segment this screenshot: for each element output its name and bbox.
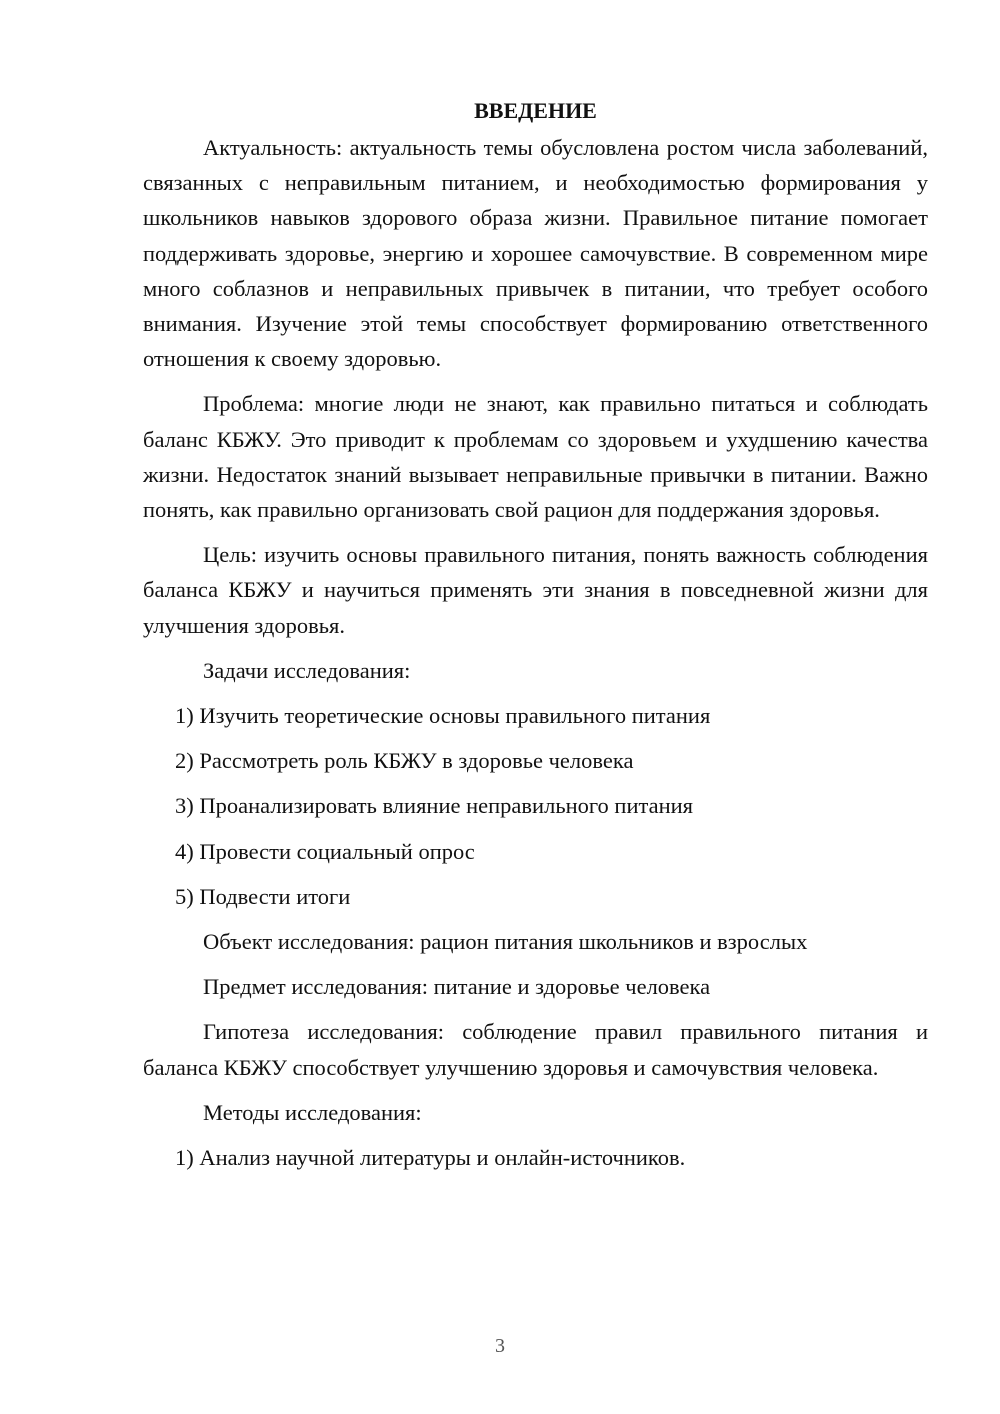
hypothesis-paragraph: Гипотеза исследования: соблюдение правил правильного питания и баланса КБЖУ способствует улучшению здоровья и самочувствия человека.: [143, 1019, 928, 1080]
research-object: Объект исследования: рацион питания школьников и взрослых: [203, 929, 808, 955]
research-subject: Предмет исследования: питание и здоровье человека: [203, 974, 711, 1000]
goal-paragraph: Цель: изучить основы правильного питания, понять важность соблюдения баланса КБЖУ и научиться применять эти знания в повседневной жизни для улучшения здоровья.: [143, 542, 928, 638]
task-item: 2) Рассмотреть роль КБЖУ в здоровье человека: [175, 748, 634, 774]
problem-paragraph: Проблема: многие люди не знают, как правильно питаться и соблюдать баланс КБЖУ. Это приводит к проблемам со здоровьем и ухудшению качества жизни. Недостаток знаний вызывает неправильные привычки в питании. Важно понять, как правильно организовать свой рацион для поддержания здоровья.: [143, 391, 928, 523]
section-heading: ВВЕДЕНИЕ: [474, 98, 597, 123]
task-item: 4) Провести социальный опрос: [175, 838, 475, 864]
task-item: 3) Проанализировать влияние неправильного питания: [175, 793, 694, 819]
method-item: 1) Анализ научной литературы и онлайн-источников.: [175, 1145, 686, 1171]
tasks-title: Задачи исследования:: [203, 657, 411, 683]
task-item: 1) Изучить теоретические основы правильного питания: [175, 703, 711, 729]
page-number: 3: [495, 1335, 505, 1357]
methods-title: Методы исследования:: [203, 1099, 422, 1125]
task-item: 5) Подвести итоги: [175, 883, 351, 909]
relevance-paragraph: Актуальность: актуальность темы обусловлена ростом числа заболеваний, связанных с неправильным питанием, и необходимостью формирования у школьников навыков здорового образа жизни. Правильное питание помогает поддерживать здоровье, энергию и хорошее самочувствие. В современном мире много соблазнов и неправильных привычек в питании, что требует особого внимания. Изучение этой темы способствует формированию ответственного отношения к своему здоровью.: [143, 135, 928, 372]
document-page: [143, 93, 928, 1185]
